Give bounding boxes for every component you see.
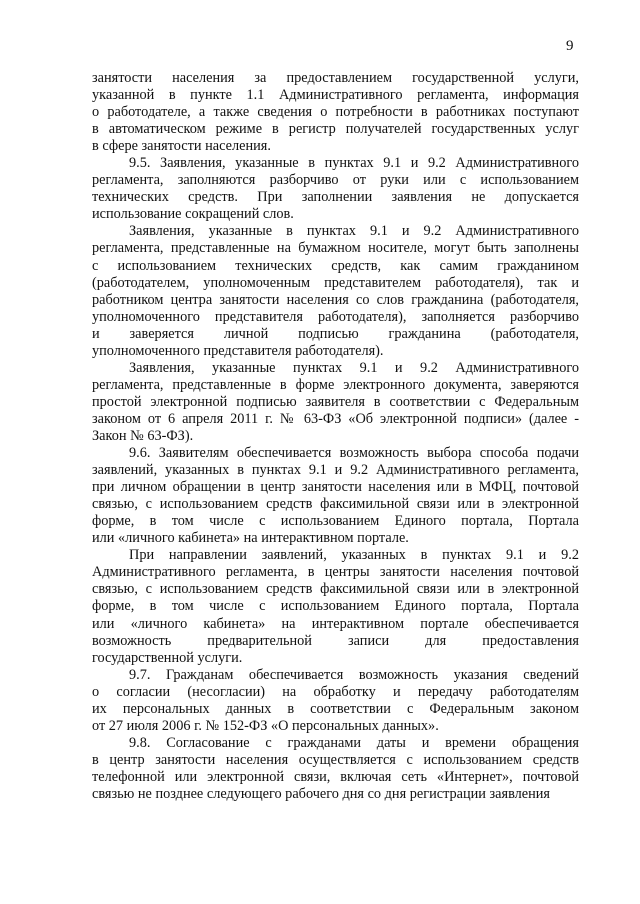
text-line: регламента, представленные на бумажном носителе, могут быть заполнены <box>92 240 579 257</box>
paragraph <box>92 70 579 155</box>
text-line: телефонной или электронной связи, включая сеть «Интернет», почтовой <box>92 768 579 785</box>
paragraph <box>92 667 579 735</box>
text-line: связью, с использованием средств факсимильной связи или в электронной <box>92 581 579 598</box>
text-line: и заверяется личной подписью гражданина (работодателя, <box>92 325 579 342</box>
text-line: в центр занятости населения осуществляется с использованием средств <box>92 751 579 768</box>
text-line: указанной в пункте 1.1 Административного регламента, информация <box>92 87 579 104</box>
text-line: в сфере занятости населения. <box>92 138 271 155</box>
text-line: или «личного кабинета» на интерактивном портале обеспечивается <box>92 615 579 632</box>
text-line: о работодателе, а также сведения о потребности в работниках поступают <box>92 104 579 121</box>
text-line: 9.6. Заявителям обеспечивается возможность выбора способа подачи <box>129 445 579 462</box>
text-line: возможность предварительной записи для предоставления <box>92 632 579 649</box>
text-line: форме, в том числе с использованием Единого портала, Портала <box>92 513 579 530</box>
text-line: регламента, заполняются разборчиво от руки или с использованием <box>92 172 579 189</box>
text-line: связью не позднее следующего рабочего дня со дня регистрации заявления <box>92 785 551 802</box>
text-line: связью, с использованием средств факсимильной связи или в электронной <box>92 496 579 513</box>
text-line: с использованием технических средств, как самим гражданином <box>92 257 579 274</box>
text-line: 9.5. Заявления, указанные в пунктах 9.1 и 9.2 Административного <box>129 155 579 172</box>
text-line: регламента, представленные в форме электронного документа, заверяются <box>92 376 579 393</box>
text-line: уполномоченного представителя работодателя), заполняется разборчиво <box>92 308 579 325</box>
text-line: технических средств. При заполнении заявления не допускается <box>92 189 579 206</box>
text-line: или «личного кабинета» на интерактивном портале. <box>92 530 409 547</box>
paragraph <box>92 155 579 223</box>
text-line: работником центра занятости населения со слов гражданина (работодателя, <box>92 291 579 308</box>
paragraph <box>92 223 579 359</box>
paragraph <box>92 547 579 666</box>
text-line: законом от 6 апреля 2011 г. № 63-ФЗ «Об электронной подписи» (далее - <box>92 410 579 427</box>
text-line: использование сокращений слов. <box>92 206 294 223</box>
text-line: (работодателем, уполномоченным представителем работодателя), так и <box>92 274 579 291</box>
document-body <box>92 70 579 803</box>
paragraph <box>92 735 579 803</box>
text-line: уполномоченного представителя работодателя). <box>92 342 384 359</box>
text-line: Закон № 63-ФЗ). <box>92 427 194 444</box>
text-line: 9.8. Согласование с гражданами даты и времени обращения <box>129 734 579 751</box>
text-line: о согласии (несогласии) на обработку и передачу работодателям <box>92 683 579 700</box>
text-line: от 27 июля 2006 г. № 152-ФЗ «О персональных данных». <box>92 717 439 734</box>
text-line: Заявления, указанные пунктах 9.1 и 9.2 Административного <box>129 359 579 376</box>
text-line: при личном обращении в центр занятости населения или в МФЦ, почтовой <box>92 479 579 496</box>
text-line: государственной услуги. <box>92 649 243 666</box>
paragraph <box>92 445 579 547</box>
page-number: 9 <box>566 38 574 54</box>
text-line: их персональных данных в соответствии с Федеральным законом <box>92 700 579 717</box>
text-line: заявлений, указанных в пунктах 9.1 и 9.2 Административного регламента, <box>92 462 579 479</box>
text-line: 9.7. Гражданам обеспечивается возможность указания сведений <box>129 666 579 683</box>
text-line: Административного регламента, в центры занятости населения почтовой <box>92 564 579 581</box>
text-line: форме, в том числе с использованием Единого портала, Портала <box>92 598 579 615</box>
text-line: в автоматическом режиме в регистр получателей государственных услуг <box>92 121 579 138</box>
text-line: При направлении заявлений, указанных в пунктах 9.1 и 9.2 <box>129 547 579 564</box>
text-line: занятости населения за предоставлением государственной услуги, <box>92 70 579 86</box>
text-line: простой электронной подписью заявителя в соответствии с Федеральным <box>92 393 579 410</box>
text-line: Заявления, указанные в пунктах 9.1 и 9.2 Административного <box>129 223 579 240</box>
paragraph <box>92 360 579 445</box>
